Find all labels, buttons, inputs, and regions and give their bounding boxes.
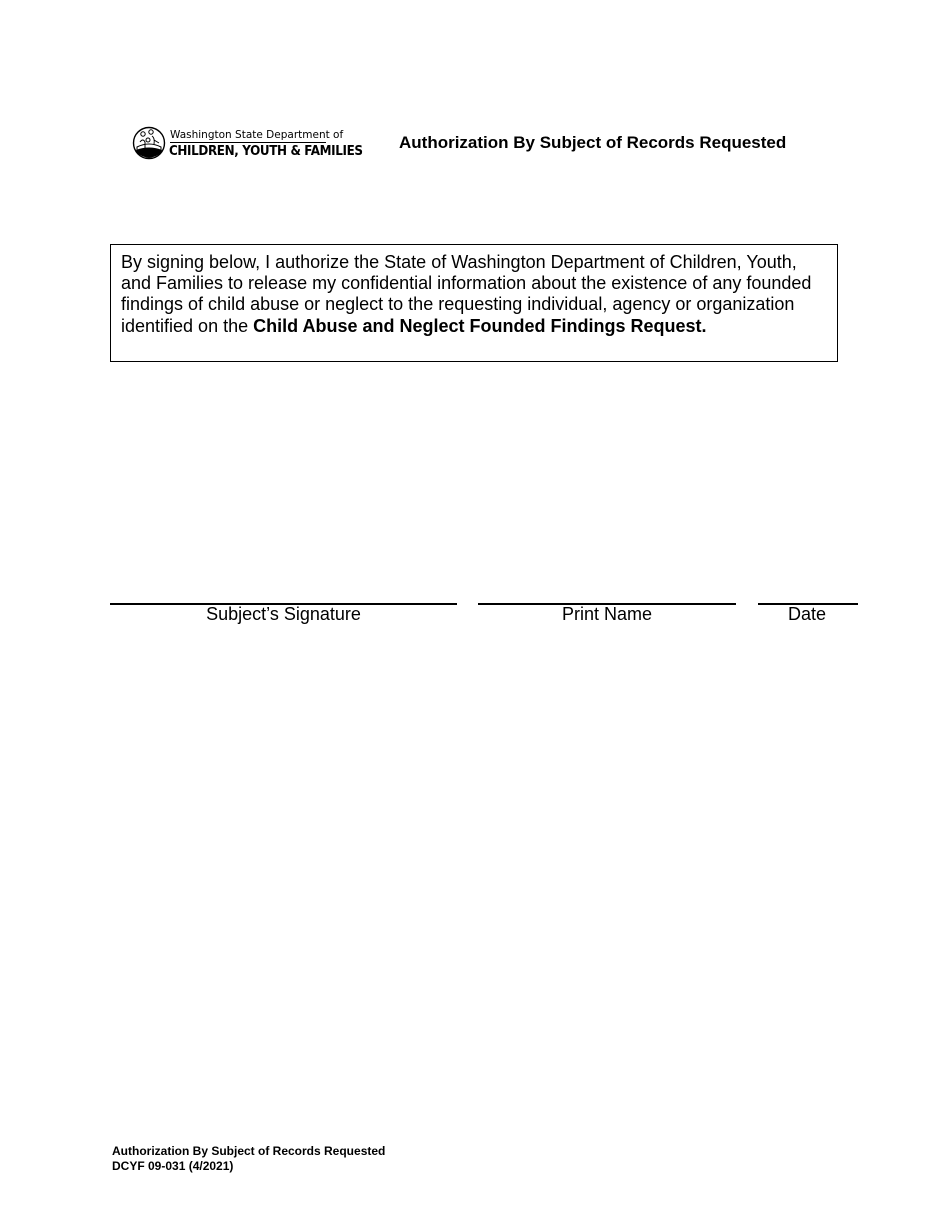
print-name-label: Print Name (561, 604, 653, 624)
form-footer (112, 1144, 385, 1174)
authorization-text: By signing below, I authorize the State of Washington Department of Children, Youth, and Families to release my confidential information about the existence of any founded findings of child abuse or neglect to the requesting individual, agency or organization identified on the (121, 252, 812, 336)
logo-divider (170, 142, 326, 143)
dcyf-emblem-icon (132, 126, 166, 160)
authorization-form-reference: Child Abuse and Neglect Founded Findings Request. (253, 315, 707, 336)
signature-label: Subject’s Signature (206, 604, 361, 624)
footer-form-title: Authorization By Subject of Records Requested (112, 1144, 386, 1158)
date-label: Date (787, 604, 827, 624)
logo-agency-name: CHILDREN, YOUTH & FAMILIES (169, 144, 363, 159)
footer-form-number: DCYF 09-031 (4/2021) (112, 1159, 234, 1173)
logo-department-text: Washington State Department of (170, 129, 344, 141)
agency-logo (132, 126, 363, 164)
page-title: Authorization By Subject of Records Requested (399, 133, 787, 152)
authorization-statement-box (110, 244, 838, 362)
